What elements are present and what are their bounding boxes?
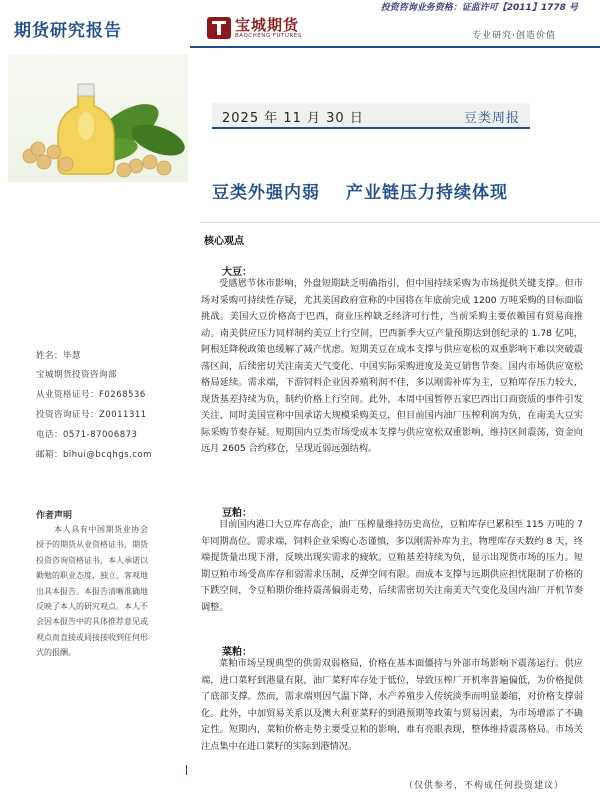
analyst-license: 从业资格证号：F0268536 (36, 390, 146, 400)
section-heading-rapeseed-meal: 菜粕： (222, 647, 252, 658)
analyst-company: 宝城期货投资咨询部 (36, 370, 118, 380)
header-divider (190, 46, 600, 48)
company-logo (206, 16, 302, 40)
footer-marker (186, 765, 187, 775)
section-text-rapeseed-meal: 菜粕市场呈现典型的供需双弱格局，价格在基本面僵持与外部市场影响下震荡运行。供应端，进口菜籽到港量有限，油厂菜籽库存处于低位，导致压榨厂开机率普遍偏低，为价格提供了底部支撑。然而，需求端则因气温下降，水产养殖步入传统淡季而明显萎缩，对价格支撑弱化。此外，中加贸易关系以及澳大利亚菜籽的到港预期等政策与贸易因素，为市场增添了不确定性。短期内，菜粕价格走势主要受豆粕的影响，难有亮眼表现，整体维持震荡格局。市场关注点集中在进口菜籽的实际到港情况。 (201, 658, 583, 752)
date-bar (212, 103, 530, 129)
section-heading-meal: 豆粕： (222, 508, 252, 519)
disclaimer-title: 作者声明 (36, 511, 73, 521)
report-category: 豆类周报 (463, 111, 520, 126)
section-heading-soybean: 大豆： (222, 267, 252, 278)
section-text-soybean: 受感恩节休市影响，外盘短期缺乏明确指引，但中国持续采购为市场提供关键支撑。但市场对采购可持续性存疑，尤其美国政府宣称的中国将在年底前完成 1200 万吨采购的目标面临挑战。美国大豆价格高于巴西，商业压榨缺乏经济可行性，当前采购主要依赖国有贸易商推动。南美供应压力同样制约美豆上行空间，巴西新季大豆产量预期达到创纪录的 1.78 亿吨，阿根廷降税政策也缓解了减产忧虑。短期美豆在成本支撑与供应宽松的双重影响下难以突破震荡区间，后续密切关注南美天气变化、中国实际采购进度及美豆销售节奏。国内市场供应宽松格局延续。需求端，下游饲料企业因养殖利润不佳，多以刚需补库为主，豆粕库存压力较大，现货基差持续为负，制约价格上行空间。此外，本周中国暂停五家巴西出口商资质的事件引发关注，同时美国宣称中国承诺大规模采购美豆，但目前国内油厂压榨利润为负，在南美大豆实际采购节奏存疑。短期国内豆类市场受成本支撑与供应宽松双重影响，维持区间震荡，资金向远月 2605 合约移仓，呈现近弱远强结构。 (201, 278, 583, 454)
slogan-text: 专业研究·创造价值 (472, 31, 556, 41)
analyst-email: 邮箱：bihui@bcqhgs.com (36, 450, 152, 460)
report-title (212, 178, 508, 203)
disclaimer-text: 本人具有中国期货业协会授予的期货从业资格证书，期货投资咨询资格证书，本人承诺以勤勉的职业态度，独立、客观地出具本报告。本报告清晰准确地反映了本人的研究观点。本人不会因本报告中的具体推荐意见或观点而直接或间接接收到任何形式的报酬。 (36, 525, 148, 658)
qualification-text: 投资咨询业务资格：证监许可【2011】1778 号 (380, 3, 578, 13)
section-text-meal: 目前国内港口大豆库存高企，油厂压榨量维持历史高位，豆粕库存已累积至 115 万吨的 7 年同期高位。需求端，饲料企业采购心态谨慎，多以刚需补库为主，物理库存天数约 8 天，终端提货量出现下滑，反映出现实需求的疲软。豆粕基差持续为负，显示出现货市场的压力。短期豆粕市场受高库存和弱需求压制，反弹空间有限。而成本支撑与远期供应担忧限制了价格的下跌空间，令豆粕期价维持震荡偏弱走势，后续需密切关注南美天气变化及国内油厂开机节奏调整。 (201, 519, 583, 613)
analyst-name: 姓名：毕慧 (36, 351, 82, 361)
report-title-part2: 产业链压力持续体现 (346, 183, 508, 203)
report-type-label: 期货研究报告 (14, 21, 122, 41)
analyst-phone: 电话：0571-87006873 (36, 430, 138, 440)
report-date: 2025 年 11 月 30 日 (222, 111, 364, 126)
soybean-oil-image (8, 54, 188, 182)
core-view-label: 核心观点 (204, 236, 244, 247)
report-title-part1: 豆类外强内弱 (212, 183, 320, 203)
title-divider (200, 222, 600, 223)
logo-name-en: BAOCHENG FUTURES (235, 33, 302, 39)
footer-note: （仅供参考，不构成任何投资建议） (403, 781, 564, 791)
analyst-advisory-license: 投资咨询证号：Z0011311 (36, 410, 147, 420)
logo-mark-icon (206, 16, 232, 40)
logo-name-cn: 宝城期货 (235, 16, 300, 34)
